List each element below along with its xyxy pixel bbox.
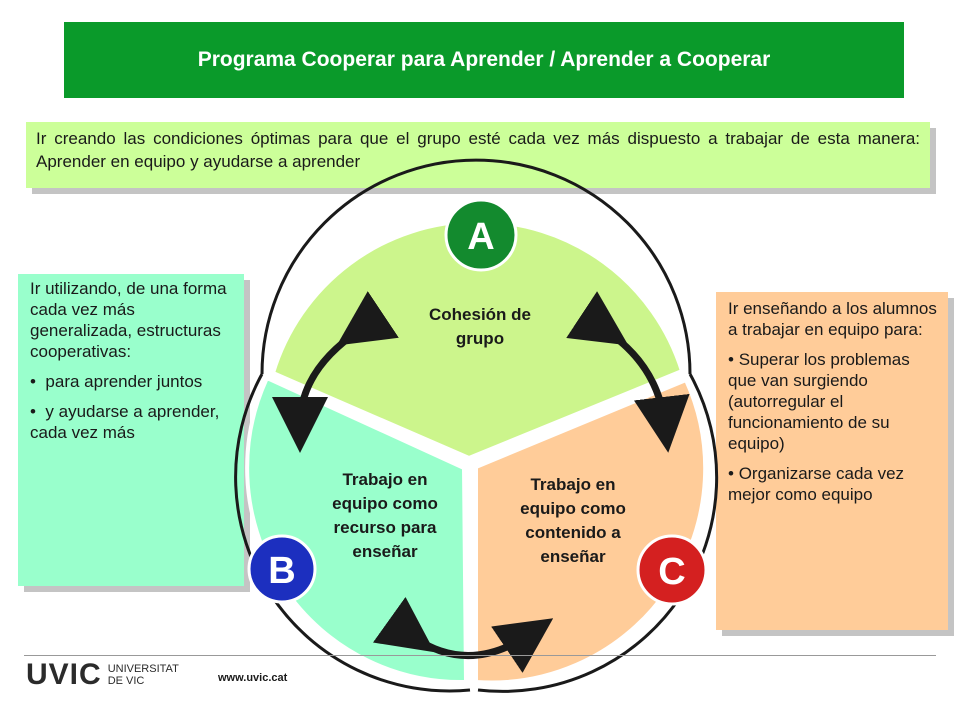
top-description-text: Ir creando las condiciones óptimas para que el grupo esté cada vez más dispuesto a trabajar de esta manera: Aprender en equipo y ayudarse a aprender [36,129,920,171]
left-bullet-item: • para aprender juntos [30,372,203,391]
logo-mark: UVIC [26,658,102,691]
left-bullet-item: • y ayudarse a aprender, cada vez más [30,402,220,442]
footer-url[interactable]: www.uvic.cat [218,672,288,684]
uvic-logo [26,660,179,690]
footer-divider [24,655,936,656]
letter-c: C [658,551,686,593]
logo-subtitle: UNIVERSITAT DE VIC [107,663,179,687]
left-intro-text: Ir utilizando, de una forma cada vez más generalizada, estructuras cooperativas: [30,279,227,361]
right-bullet-item: • Superar los problemas que van surgiendo (autorregular el funcionamiento de su equipo) [728,350,910,453]
right-bullet-item: • Organizarse cada vez mejor como equipo [728,464,905,504]
segment-c-label: Trabajo en equipo como contenido a enseñar [520,475,626,566]
right-intro-text: Ir enseñando a los alumnos a trabajar en equipo para: [728,299,937,339]
segment-b-label: Trabajo en equipo como recurso para enseñar [332,470,438,561]
segment-a-label: Cohesión de grupo [428,305,531,348]
letter-b: B [268,550,296,592]
page-title: Programa Cooperar para Aprender / Aprender a Cooperar [197,48,771,71]
letter-a: A [467,216,495,258]
